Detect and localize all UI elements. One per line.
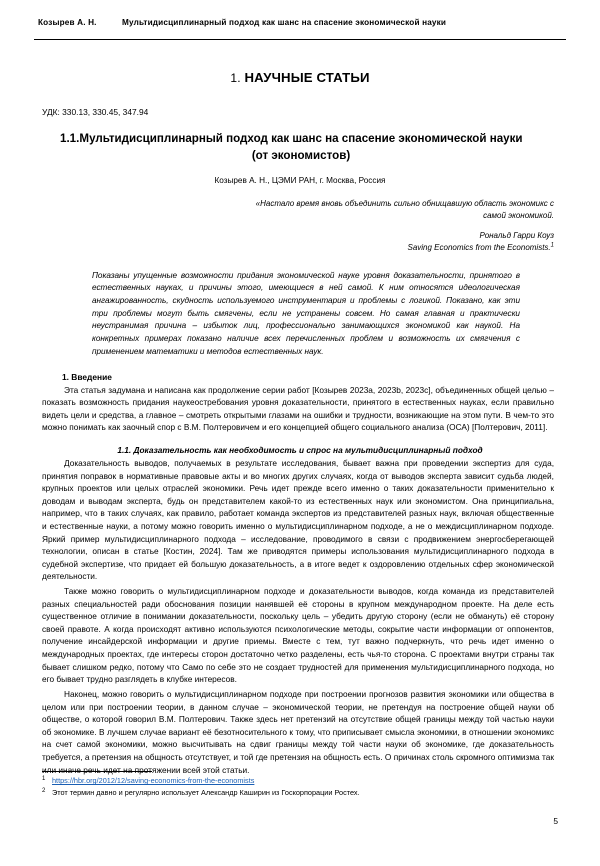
section-title — [34, 70, 566, 85]
paragraph-1: Эта статья задумана и написана как продолжение серии работ [Козырев 2023a, 2023b, 2023c], объединенных общей целью – показать возможность придания наукеостребования уровня доказательности, принятого в естественных науках, если правильно видеть цели и средства, а главное – смотреть открытыми глазами на ошибки и трудности, возникающие на этом пути. В чем-то это можно понимать как заочный спор с В.М. Полтеровичем и его концепцией общего социального анализа (ОСА) [Полтерович, 2011]. — [42, 384, 554, 433]
header-rule — [34, 39, 566, 40]
paragraph-2: Доказательность выводов, получаемых в результате исследования, бывает важна при проведении экспертиз для суда, принятия поправок в нормативные правовые акты и во многих других случаях, когда от выводов эксперта зависит судьба людей, крупных проектов или целых отраслей экономики. Речь идет прежде всего именно о таких доказательности применительно к доводам и выводам эксперта, будь он представителем какой-то из естественных наук или экономистом. Она принципиальна, например, что в таких случаях, как правило, работает команда экспертов из представителей разных наук, включая общественные и естественные науки, а потому можно говорить именно о мультидисциплинарном подходе, а не о междисциплинарном подходе. Яркий пример мультидисциплинарного подхода – исследование, проводимого в связи с продвижением энергосберегающей технологии, описан в статье [Костин, 2024]. Там же приводятся примеры использования мультидисциплинарного подхода в судебной экспертизе, что придает ей большую доказательность, а в итоге ведет к оздоровлению отдельных сфер экономической деятельности. — [42, 457, 554, 582]
paragraph-4: Наконец, можно говорить о мультидисциплинарном подходе при построении прогнозов развития экономики или общества в целом или при построении теории, в данном случае – экономической теории, не претендуя на построение общей науки об обществе, о которой говорил В.М. Полтерович. Также здесь нет претензий на отсутствие общей границы между той частью науки об экономике. В лучшем случае вариант её безотносительного к тому, что приписывает смысла экономики, в отношении экономикс на счет самой экономики, можно высчитывать на сдвиг границы между той части науки об экономике, где доказательность требуется, а претензия на общность отсутствует, и той где претензия на общность есть. О причинах столь скромного оптимизма так или иначе речь идет на протяжении всей этой статьи. — [42, 688, 554, 775]
section-number: 1. — [230, 71, 241, 85]
footnote-1-link[interactable]: https://hbr.org/2012/12/saving-economics-from-the-economists — [52, 776, 255, 786]
footnote-rule — [42, 771, 152, 772]
footnotes — [42, 771, 540, 800]
running-head-author: Козырев А. Н. — [38, 18, 97, 27]
article-affiliation: Козырев А. Н., ЦЭМИ РАН, г. Москва, Россия — [214, 175, 386, 185]
footnote-2-text: Этот термин давно и регулярно использует Александр Каширин из Госкорпорации Ростех. — [52, 788, 360, 798]
footnote-2-marker: 2 — [42, 788, 46, 795]
heading-subsection-1-1: 1.1. Доказательность как необходимость и спрос на мультидисциплинарный подход — [117, 444, 483, 455]
epigraph-footnote-marker: 1 — [550, 241, 554, 248]
abstract: Показаны упущенные возможности придания экономической науке уровня доказательности, принятого в естественных науках, и причины этого, имеющиеся в ней самой. К ним относятся идеологическая ангажированность, скудность используемого инструментария и проблемы с логикой. Показано, как эти три проблемы могут быть смягчены, если не устранены совсем. Но самая главная и практически неустранимая причина – избыток лиц, профессионально занимающихся экономикой как наукой. На конкретных примерах показано наличие всех перечисленных проблем и возможность их смягчения с применением математики и методов естественных наук. — [92, 270, 520, 356]
footnote-1 — [42, 776, 540, 787]
epigraph-source — [234, 230, 554, 254]
footnote-2 — [42, 788, 540, 799]
article-number: 1.1. — [60, 132, 80, 145]
udk-line: УДК: 330.13, 330.45, 347.94 — [42, 107, 149, 117]
paragraph-3: Также можно говорить о мультидисциплинарном подходе и доказательности выводов, когда команда из представителей разных специальностей ради обоснования позиции нанявшей её стороны в крупном международном проекте. На деле есть существенное отличие в понимании доказательности, поскольку цель – убедить другую сторону (если не обмануть) её сторону своей правоте. А когда происходят активно используются психологические методы, сокрытие части информации от оппонентов, получение инсайдерской информации и другие приемы. Вместе с тем, тут важно подчеркнуть, что речь идет именно о международных проектах, где интересы сторон достаточно четко разделены, есть чья-то сторона. С проектами внутри страны так бывает слишком редко, потому что Само по себе это не создает трудностей для применения мультидисциплинарного подхода, но его бывает трудно разглядеть в клубке интересов. — [42, 586, 554, 685]
epigraph-quote: «Настало время вновь объединить сильно обнищавшую область экономикс с самой экономикой. — [255, 198, 554, 220]
page — [0, 18, 600, 866]
page-number: 5 — [553, 816, 558, 826]
running-head-title: Мультидисциплинарный подход как шанс на спасение экономической науки — [122, 18, 447, 27]
footnote-1-marker: 1 — [42, 776, 46, 783]
article-title — [34, 131, 566, 165]
epigraph — [234, 198, 554, 254]
article-title-text: Мультидисциплинарный подход как шанс на спасение экономической науки (от экономистов) — [79, 132, 523, 162]
epigraph-source-work: Saving Economics from the Economists.$^1$ — [407, 241, 554, 252]
running-head — [34, 18, 566, 36]
heading-introduction: 1. Введение — [62, 371, 112, 382]
epigraph-source-name: Рональд Гарри Коуз — [479, 230, 554, 240]
section-title-text: НАУЧНЫЕ СТАТЬИ — [244, 70, 370, 85]
